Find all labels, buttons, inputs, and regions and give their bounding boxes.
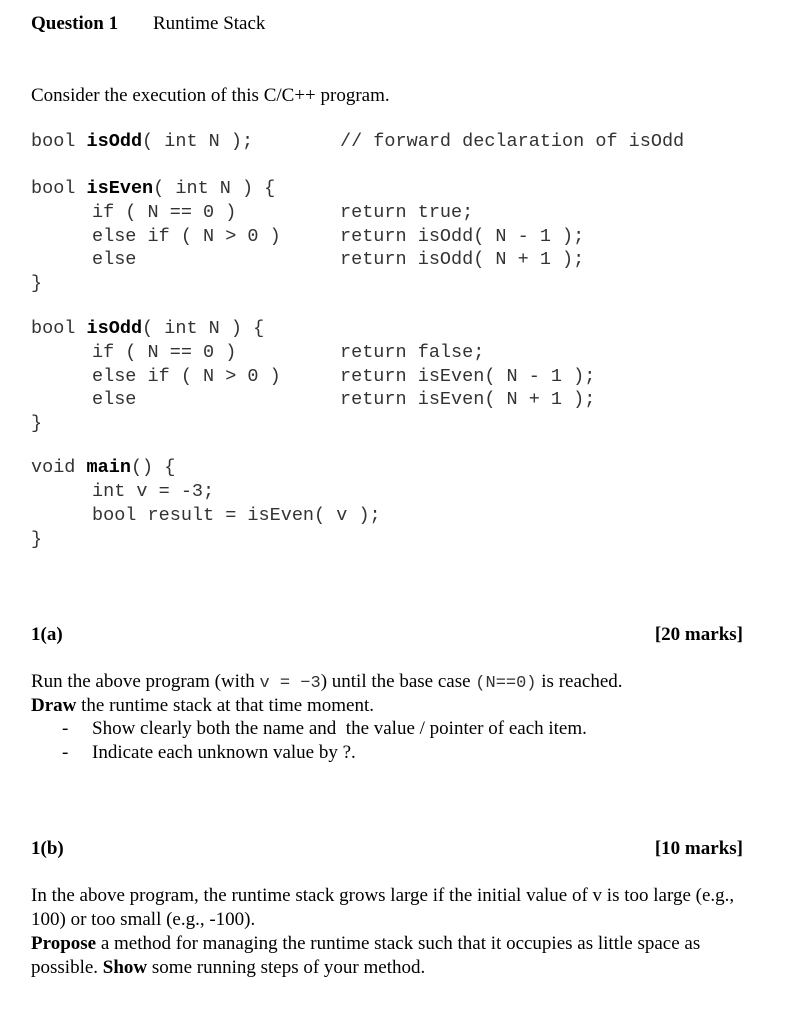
code-line: else (92, 389, 137, 410)
code-is-odd-signature (31, 318, 264, 339)
part-b-label: 1(b) (31, 838, 64, 859)
code-type: void (31, 457, 76, 478)
code-line: if ( N == 0 ) (92, 202, 237, 223)
question-title: Runtime Stack (153, 13, 266, 34)
bold-keyword: Propose (31, 933, 97, 954)
code-params: () { (130, 457, 176, 478)
code-close-brace: } (31, 273, 43, 294)
code-close-brace: } (31, 529, 43, 550)
text-run: Run the above program (with (31, 671, 260, 692)
code-line: bool result = isEven( v ); (92, 505, 381, 526)
part-b-paragraph-2 (31, 932, 766, 980)
text-run: a method for managing the runtime stack such that it occupies as little space as possible. (31, 933, 701, 978)
inline-code: v = −3 (259, 674, 321, 693)
bullet-marker: - (62, 742, 69, 763)
bold-keyword: Show (102, 957, 148, 978)
code-type: bool (31, 131, 76, 152)
bullet-marker: - (62, 718, 69, 739)
code-fn-name: isOdd (86, 131, 143, 152)
part-b-paragraph-1: In the above program, the runtime stack grows large if the initial value of v is too large (e.g., 100) or too small (e.g., -100). (31, 885, 735, 930)
text-run: is reached. (536, 671, 623, 692)
code-comment: // forward declaration of isOdd (340, 131, 685, 152)
code-type: bool (31, 318, 76, 339)
question-label: Question 1 (31, 13, 119, 34)
code-line: else if ( N > 0 ) (92, 226, 281, 247)
code-line: return isOdd( N + 1 ); (340, 249, 585, 270)
text-run: the runtime stack at that time moment. (76, 695, 374, 716)
part-a-marks: [20 marks] (654, 624, 743, 645)
code-line: else if ( N > 0 ) (92, 366, 281, 387)
inline-code: (N==0) (475, 674, 537, 693)
text-run: some running steps of your method. (147, 957, 426, 978)
code-line: int v = -3; (92, 481, 215, 502)
part-a-label: 1(a) (31, 624, 63, 645)
code-close-brace: } (31, 413, 43, 434)
text-run: ) until the base case (320, 671, 476, 692)
code-line: return isEven( N + 1 ); (340, 389, 596, 410)
code-line: else (92, 249, 137, 270)
intro-text: Consider the execution of this C/C++ program. (31, 85, 390, 106)
code-params: ( int N ) { (153, 178, 276, 199)
code-line: if ( N == 0 ) (92, 342, 237, 363)
part-a-line2 (31, 695, 374, 717)
code-fn-name: isOdd (86, 318, 143, 339)
code-params: ( int N ); (142, 131, 254, 152)
bullet-item: Show clearly both the name and the value / pointer of each item. (92, 718, 587, 739)
code-line: return false; (340, 342, 485, 363)
bold-keyword: Draw (31, 695, 77, 716)
part-b-marks: [10 marks] (654, 838, 743, 859)
bullet-item: Indicate each unknown value by ?. (92, 742, 356, 763)
code-line: return true; (340, 202, 474, 223)
code-main-signature (31, 457, 175, 478)
code-params: ( int N ) { (142, 318, 265, 339)
code-line: return isOdd( N - 1 ); (340, 226, 585, 247)
code-is-even-signature (31, 178, 275, 199)
code-fn-name: main (86, 457, 131, 478)
code-line: return isEven( N - 1 ); (340, 366, 596, 387)
code-type: bool (31, 178, 76, 199)
code-fwd-decl (31, 131, 253, 152)
part-a-line1 (31, 671, 623, 693)
code-fn-name: isEven (86, 178, 154, 199)
